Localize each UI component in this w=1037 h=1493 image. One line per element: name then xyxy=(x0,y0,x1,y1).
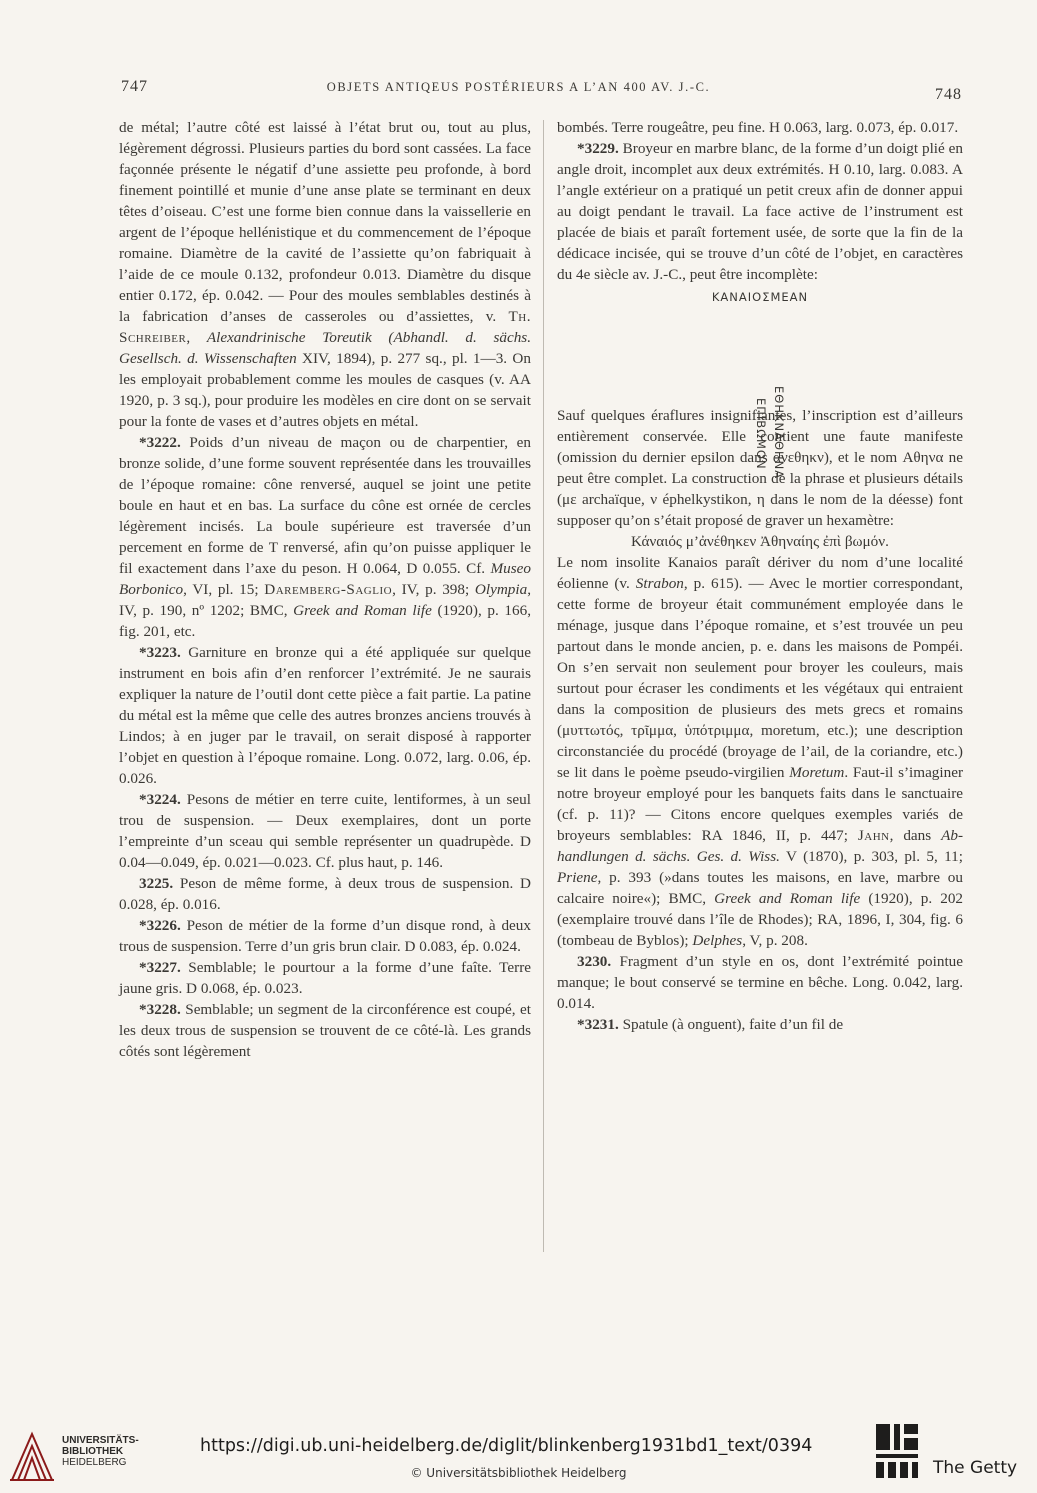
entry-number: *3231. xyxy=(577,1016,619,1033)
author-schreiber: Th. Schreiber xyxy=(119,308,531,346)
inscription-figure xyxy=(557,285,963,405)
entry-number: *3229. xyxy=(577,140,619,157)
entry-number: *3223. xyxy=(139,644,181,661)
inscription-line-3: ΕΠΙΒΩΜΟΝ xyxy=(754,398,768,470)
entry-3227: *3227. Semblable; le pourtour a la forme d’une faîte. Terre jaune gris. D 0.068, ép. 0.023. xyxy=(119,959,531,997)
page-number-left: 747 xyxy=(121,78,148,95)
entry-number: *3222. xyxy=(139,434,181,451)
right-column xyxy=(557,117,963,1035)
entry-3228-continued: bombés. Terre rougeâtre, peu fine. H 0.063, larg. 0.073, ép. 0.017. xyxy=(557,119,959,136)
copyright-notice: © Universitätsbibliothek Heidelberg xyxy=(410,1466,627,1480)
entry-number: 3230. xyxy=(577,953,612,970)
entry-number: *3227. xyxy=(139,959,181,976)
greek-hexameter: Κάναιός μ’ἀνέθηκεν Ἀθηναίης ἐπὶ βωμόν. xyxy=(631,533,889,550)
page-number-right: 748 xyxy=(935,86,962,103)
permalink-url[interactable]: https://digi.ub.uni-heidelberg.de/diglit/blinkenberg1931bd1_text/0394 xyxy=(200,1436,813,1456)
paragraph-inscription-commentary: Sauf quelques éraflures insignifiantes, l’inscription est d’ailleurs entièrement conservée. Elle contient une faute manifeste (omission du dernier epsilon dans ανεθηκν), et le nom Αθηνα ne peut être complet. La construction de la phrase et plusieurs détails (με archaïque, ν éphelkystikon, η dans le nom de la déesse) font supposer qu’on s’était proposé de graver un hexamètre: xyxy=(557,407,963,529)
entry-3225: 3225. Peson de même forme, à deux trous de suspension. D 0.028, ép. 0.016. xyxy=(119,875,531,913)
entry-3222: *3222. Poids d’un niveau de maçon ou de charpentier, en bronze solide, d’une forme souvent représentée dans les trouvailles de l’époque romaine: cône renversé, auquel se joint une petite boule en haut et en bas. La surface du cône est ornée de cercles légèrement incisés. La boule supérieure est traversée d’un percement en forme de T renversé, afin qu’on puisse appliquer le fil exactement dans l’axe du peson. H 0.064, D 0.055. Cf. Museo Borbonico, VI, pl. 15; Daremberg-Saglio, IV, p. 398; Olympia, IV, p. 190, nº 1202; BMC, Greek and Roman life (1920), p. 166, fig. 201, etc. xyxy=(119,434,532,640)
running-title: OBJETS ANTIQEUS POSTÉRIEURS A L’AN 400 AV. J.-C. xyxy=(326,80,711,94)
entry-number: *3224. xyxy=(139,791,181,808)
entry-number: *3228. xyxy=(139,1001,181,1018)
entry-3224: *3224. Pesons de métier en terre cuite, lentiformes, à un seul trou de suspension. — Deux exemplaires, dont un porte l’empreinte d’un sceau qui semble représenter un quadrupède. D 0.04—0.049, ép. 0.021—0.023. Cf. plus haut, p. 146. xyxy=(119,791,531,871)
library-name: UNIVERSITÄTS- BIBLIOTHEK HEIDELBERG xyxy=(62,1435,139,1468)
paragraph-kanaios: Le nom insolite Kanaios paraît dériver du nom d’une localité éolienne (v. Strabon, p. 615). — Avec le mortier correspondant, cette forme de broyeur était communément employée dans le ménage, jusque dans l’époque romaine, et s’est trouvée un peu partout dans le monde ancien, p. e. dans les maisons de Pompéi. On s’en servait non seulement pour broyer les couleurs, mais surtout pour écraser les condiments et les végétaux qui entraient dans la composition de plusieurs des mets grecs et romains (μυττωτός, τρῖμμα, ὑπότριμμα, moretum, etc.); une description circonstanciée du procédé (broyage de l’ail, de la coriandre, etc.) se lit dans le poème pseudo-virgilien Moretum. Faut-il s’imaginer notre broyeur employé pour les banquets faits dans le sanctuaire (cf. p. 11)? — Citons encore quelques exemples variés de broyeurs semblables: RA 1846, II, p. 447; Jahn, dans Abhandlungen d. sächs. Ges. d. Wiss. V (1870), p. 303, pl. 5, 11; Priene, p. 393 (»dans toutes les maisons, en lave, marbre ou calcaire noire«); BMC, Greek and Roman life (1920), p. 202 (exemplaire trouvé dans l’île de Rhodes); RA, 1896, I, 304, fig. 6 (tombeau de Byblos); Delphes, V, p. 208. xyxy=(557,554,964,949)
entry-3226: *3226. Peson de métier de la forme d’un disque rond, à deux trous de suspension. Terre d’un gris brun clair. D 0.083, ép. 0.024. xyxy=(119,917,531,955)
entry-3223: *3223. Garniture en bronze qui a été appliquée sur quelque instrument en bois afin d’en renforcer l’extrémité. Je ne saurais expliquer la nature de l’outil dont cette pièce a fait partie. La patine du métal est la même que celle des autres bronzes anciens trouvés à Lindos; à en juger par le travail, on serait disposé à rapporter l’objet en question à l’époque romaine. Long. 0.072, larg. 0.06, ép. 0.026. xyxy=(119,644,531,787)
entry-3231: *3231. Spatule (à onguent), faite d’un fil de xyxy=(577,1016,844,1033)
entry-number: *3226. xyxy=(139,917,181,934)
entry-3230: 3230. Fragment d’un style en os, dont l’extrémité pointue manque; le bout conservé se termine en bêche. Long. 0.042, larg. 0.014. xyxy=(557,953,963,1012)
paragraph-mould: de métal; l’autre côté est laissé à l’état brut ou, tout au plus, légèrement dégrossi. Plusieurs parties du bord sont cassées. La face façonnée présente le négatif d’une assiette peu profonde, à bord finement pointillé et munie d’une anse plate se terminant en deux têtes d’oiseau. C’est une forme bien connue dans la vaissellerie en argent de l’époque hellénistique et du commencement de l’époque romaine. Diamètre de la cavité de l’assiette qu’on fabriquait à l’aide de ce moule 0.132, profondeur 0.013. Diamètre du disque entier 0.172, ép. 0.042. — Pour des moules semblables destinés à la fabrication d’anses de casseroles ou d’assiettes, v. Th. Schreiber, Alexandrinische Toreutik (Abhandl. d. sächs. Gesellsch. d. Wissenschaften XIV, 1894), p. 277 sq., pl. 1—3. On les employait probablement comme les moules de casques (v. AA 1920, p. 3 sq.), pour produire les modèles en cire dont on se servait pour la fonte de vases et d’autres objets en métal. xyxy=(119,119,532,430)
getty-label: The Getty xyxy=(933,1458,1018,1478)
entry-3229: *3229. Broyeur en marbre blanc, de la forme d’un doigt plié en angle droit, incomplet aux deux extrémités. H 0.10, larg. 0.083. A l’angle extérieur on a pratiqué un petit creux afin de donner appui au doigt pendant le travail. La face active de l’instrument est placée de biais et paraît fortement usée, de sorte que la fin de la dédicace incisée, qui se trouve d’un côté de l’objet, en caractères du 4e siècle av. J.-C., peut être incomplète: xyxy=(557,140,963,283)
column-divider xyxy=(543,120,544,1252)
entry-number: 3225. xyxy=(139,875,174,892)
getty-logo-icon xyxy=(874,1422,920,1480)
page-header xyxy=(0,74,1037,104)
left-column xyxy=(119,117,531,1062)
footer xyxy=(0,1408,1037,1493)
cited-title: Alexandrinische Toreutik (Abhandl. d. sächs. Gesellsch. d. Wissenschaften xyxy=(119,329,532,367)
entry-3228: *3228. Semblable; un segment de la circonférence est coupé, et les deux trous de suspension se trouvent de ce côté-là. Les grands côtés sont légèrement xyxy=(119,1001,531,1060)
inscription-line-2: ΕΘΗΚΝΑΘΗΝΑ xyxy=(772,386,786,480)
inscription-line-1: ΚΑΝΑΙΟΣΜΕΑΝ xyxy=(711,290,809,304)
